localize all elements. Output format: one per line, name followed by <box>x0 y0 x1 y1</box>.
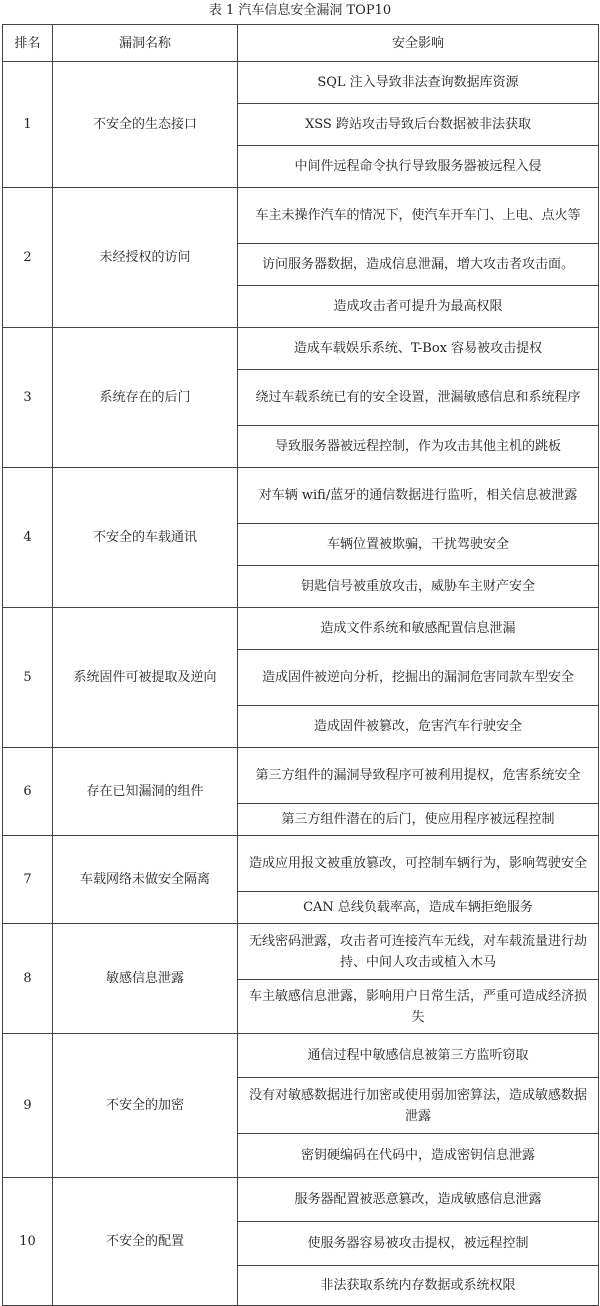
rank-cell: 8 <box>3 924 53 1034</box>
header-rank: 排名 <box>3 25 53 62</box>
rank-cell: 4 <box>3 468 53 608</box>
table-caption: 表 1 汽车信息安全漏洞 TOP10 <box>208 3 392 18</box>
vulnerability-name-cell: 不安全的配置 <box>53 1178 238 1306</box>
security-impact-cell: 车主敏感信息泄露，影响用户日常生活，严重可造成经济损失 <box>238 980 599 1034</box>
security-impact-cell: 使服务器容易被攻击提权，被远程控制 <box>238 1222 599 1266</box>
security-impact-cell: SQL 注入导致非法查询数据库资源 <box>238 62 599 104</box>
security-impact-cell: 第三方组件潜在的后门，使应用程序被远程控制 <box>238 804 599 836</box>
security-impact-cell: CAN 总线负载率高，造成车辆拒绝服务 <box>238 892 599 924</box>
table-row <box>3 748 599 804</box>
vulnerability-name-cell: 未经授权的访问 <box>53 188 238 328</box>
rank-cell: 7 <box>3 836 53 924</box>
rank-cell: 5 <box>3 608 53 748</box>
rank-cell: 10 <box>3 1178 53 1306</box>
header-name: 漏洞名称 <box>53 25 238 62</box>
table-row <box>3 1034 599 1078</box>
security-impact-cell: 导致服务器被远程控制，作为攻击其他主机的跳板 <box>238 426 599 468</box>
table-row <box>3 468 599 524</box>
vulnerability-table <box>2 24 599 1306</box>
table-row <box>3 836 599 892</box>
security-impact-cell: 造成固件被篡改，危害汽车行驶安全 <box>238 706 599 748</box>
table-row <box>3 1178 599 1222</box>
security-impact-cell: 造成文件系统和敏感配置信息泄漏 <box>238 608 599 650</box>
rank-cell: 2 <box>3 188 53 328</box>
security-impact-cell: 通信过程中敏感信息被第三方监听窃取 <box>238 1034 599 1078</box>
table-row <box>3 62 599 104</box>
rank-cell: 6 <box>3 748 53 836</box>
security-impact-cell: 密钥硬编码在代码中，造成密钥信息泄露 <box>238 1134 599 1178</box>
rank-cell: 1 <box>3 62 53 188</box>
vulnerability-name-cell: 不安全的车载通讯 <box>53 468 238 608</box>
security-impact-cell: 钥匙信号被重放攻击，威胁车主财产安全 <box>238 566 599 608</box>
header-impact: 安全影响 <box>238 25 599 62</box>
vulnerability-name-cell: 不安全的加密 <box>53 1034 238 1178</box>
table-body <box>3 62 599 1306</box>
security-impact-cell: 造成攻击者可提升为最高权限 <box>238 286 599 328</box>
table-row <box>3 608 599 650</box>
security-impact-cell: 没有对敏感数据进行加密或使用弱加密算法，造成敏感数据泄露 <box>238 1078 599 1134</box>
security-impact-cell: 造成车载娱乐系统、T-Box 容易被攻击提权 <box>238 328 599 370</box>
security-impact-cell: 非法获取系统内存数据或系统权限 <box>238 1266 599 1306</box>
table-header-row <box>3 25 599 62</box>
security-impact-cell: 对车辆 wifi/蓝牙的通信数据进行监听，相关信息被泄露 <box>238 468 599 524</box>
security-impact-cell: XSS 跨站攻击导致后台数据被非法获取 <box>238 104 599 146</box>
vulnerability-name-cell: 系统固件可被提取及逆向 <box>53 608 238 748</box>
table-row <box>3 188 599 244</box>
security-impact-cell: 第三方组件的漏洞导致程序可被利用提权，危害系统安全 <box>238 748 599 804</box>
rank-cell: 9 <box>3 1034 53 1178</box>
security-impact-cell: 访问服务器数据，造成信息泄漏，增大攻击者攻击面。 <box>238 244 599 286</box>
security-impact-cell: 造成固件被逆向分析，挖掘出的漏洞危害同款车型安全 <box>238 650 599 706</box>
table-row <box>3 924 599 980</box>
security-impact-cell: 车主未操作汽车的情况下，使汽车开车门、上电、点火等 <box>238 188 599 244</box>
rank-cell: 3 <box>3 328 53 468</box>
security-impact-cell: 造成应用报文被重放篡改，可控制车辆行为，影响驾驶安全 <box>238 836 599 892</box>
security-impact-cell: 中间件远程命令执行导致服务器被远程入侵 <box>238 146 599 188</box>
vulnerability-name-cell: 系统存在的后门 <box>53 328 238 468</box>
security-impact-cell: 服务器配置被恶意篡改，造成敏感信息泄露 <box>238 1178 599 1222</box>
security-impact-cell: 无线密码泄露，攻击者可连接汽车无线，对车载流量进行劫持、中间人攻击或植入木马 <box>238 924 599 980</box>
vulnerability-name-cell: 车载网络未做安全隔离 <box>53 836 238 924</box>
vulnerability-name-cell: 不安全的生态接口 <box>53 62 238 188</box>
table-row <box>3 328 599 370</box>
vulnerability-name-cell: 敏感信息泄露 <box>53 924 238 1034</box>
security-impact-cell: 绕过车载系统已有的安全设置，泄漏敏感信息和系统程序 <box>238 370 599 426</box>
vulnerability-name-cell: 存在已知漏洞的组件 <box>53 748 238 836</box>
security-impact-cell: 车辆位置被欺骗，干扰驾驶安全 <box>238 524 599 566</box>
